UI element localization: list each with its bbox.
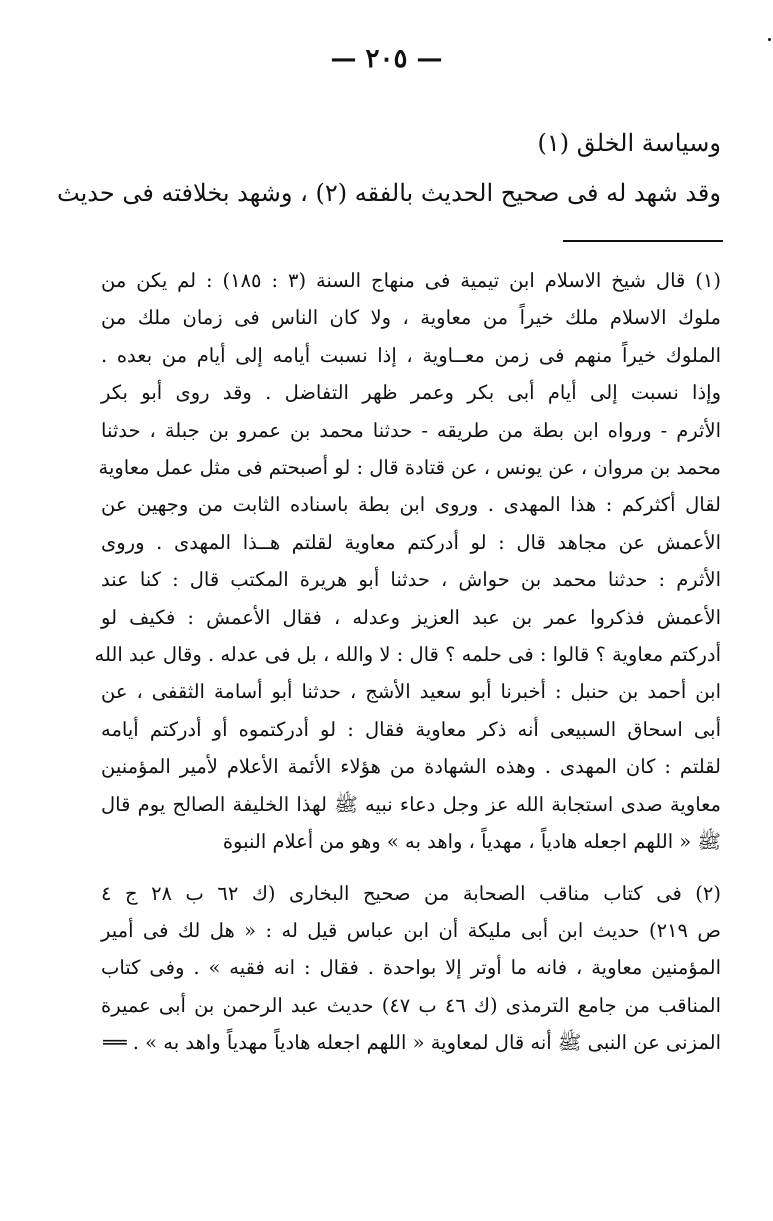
footnote-line: محمد بن مروان ، عن يونس ، عن قتادة قال : لو أصبحتم فى مثل عمل معاوية [98,456,721,480]
main-text-line: وسياسة الخلق (١) [537,129,721,157]
footnote-line: الملوك خيراً منهم فى زمن معــاوية ، إذا نسبت أيامه إلى أيام من بعده . [101,343,721,367]
footnote-line: ملوك الاسلام ملك خيراً من معاوية ، ولا كان الناس فى زمان ملك من [101,306,721,330]
footnote-line: ﷺ « اللهم اجعله هادياً ، مهدياً ، واهد به » وهو من أعلام النبوة [222,830,721,854]
footnote-line: الأعمش عن مجاهد قال : لو أدركتم معاوية لقلتم هــذا المهدى . وروى [101,530,721,554]
footnote-line: لقلتم : كان المهدى . وهذه الشهادة من هؤلاء الأئمة الأعلام لأمير المؤمنين [101,755,721,779]
footnote-line: الأثرم : حدثنا محمد بن حواش ، حدثنا أبو هريرة المكتب قال : كنا عند [101,568,721,592]
main-text [57,118,721,218]
page-edge-mark [768,38,771,41]
footnote-line: (٢) فى كتاب مناقب الصحابة من صحيح البخارى (ك ٦٢ ب ٢٨ ج ٤ [101,881,721,905]
footnote-line: أبى اسحاق السبيعى أنه ذكر معاوية فقال : لو أدركتموه أو أدركتم أيامه [101,717,721,741]
footnote-line: ابن أحمد بن حنبل : أخبرنا أبو سعيد الأشج ، حدثنا أبو أسامة الثقفى ، عن [101,680,721,704]
footnote-line: المؤمنين معاوية ، فانه ما أوتر إلا بواحدة . فقال : انه فقيه » . وفى كتاب [101,956,721,980]
main-text-line: وقد شهد له فى صحيح الحديث بالفقه (٢) ، وشهد بخلافته فى حديث [57,179,721,207]
footnote-line: ص ٢١٩) حديث ابن أبى مليكة أن ابن عباس قيل له : « هل لك فى أمير [101,918,721,942]
footnote-line: (١) قال شيخ الاسلام ابن تيمية فى منهاج السنة (٣ : ١٨٥) : لم يكن من [101,269,721,292]
footnote-line: لقال أكثركم : هذا المهدى . وروى ابن بطة باسناده الثابت من وجهين عن [101,493,721,517]
footnote-line: وإذا نسبت إلى أيام أبى بكر وعمر ظهر التفاضل . وقد روى أبو بكر [101,381,721,405]
footnote-separator [563,240,723,242]
footnote-1 [94,262,721,861]
footnote-line: الأعمش فذكروا عمر بن عبد العزيز وعدله ، فقال الأعمش : فكيف لو [101,605,721,629]
footnote-line: المناقب من جامع الترمذى (ك ٤٦ ب ٤٧) حديث عبد الرحمن بن أبى عميرة [101,993,721,1017]
footnote-gap [101,861,721,875]
footnote-line: أدركتم معاوية ؟ قالوا : فى حلمه ؟ قال : لا والله ، بل فى عدله . وقال عبد الله [94,643,721,667]
page-number: — ٢٠٥ — [330,44,443,74]
footnote-line: الأثرم - ورواه ابن بطة من طريقه - حدثنا محمد بن عمرو بن جبلة ، حدثنا [101,418,721,442]
footnote-2 [101,875,721,1062]
footnote-line: المزنى عن النبى ﷺ أنه قال لمعاوية « اللهم اجعله هادياً مهدياً واهد به » . ══ [103,1031,721,1055]
footnotes [94,262,721,1062]
footnote-line: معاوية صدى استجابة الله عز وجل دعاء نبيه ﷺ لهذا الخليفة الصالح يوم قال [101,792,721,816]
